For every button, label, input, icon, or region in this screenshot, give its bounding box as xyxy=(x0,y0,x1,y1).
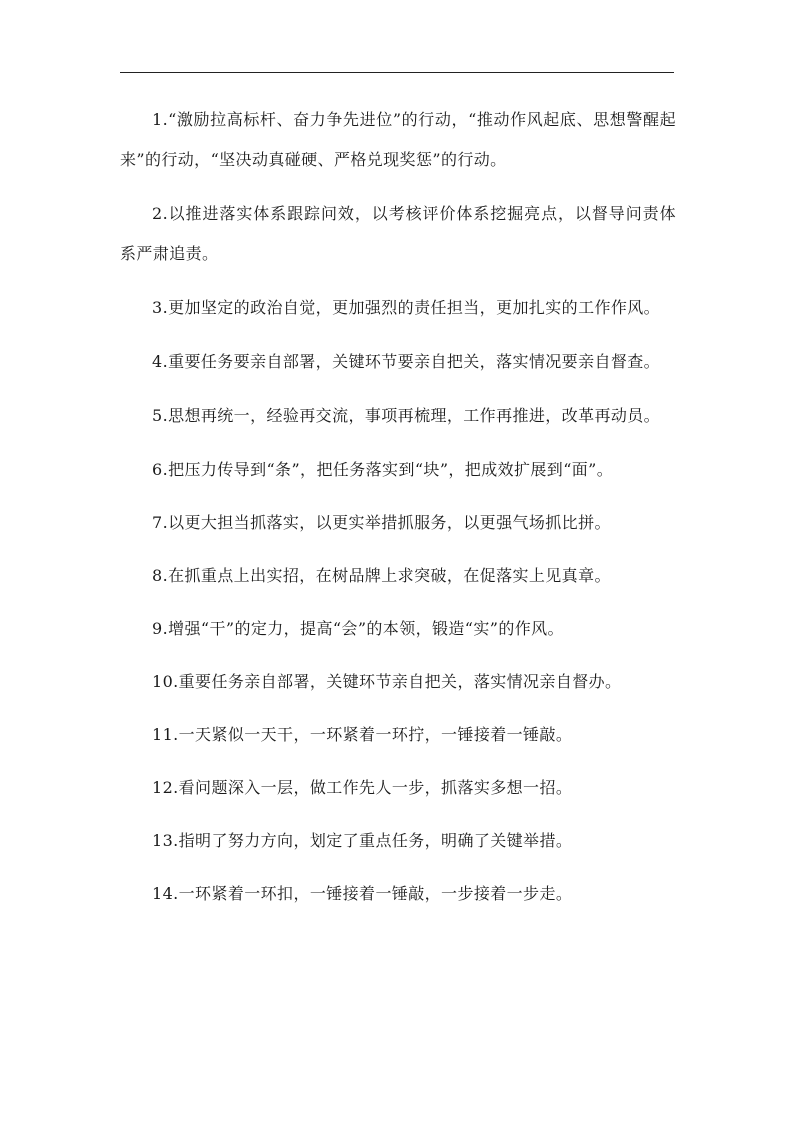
item-text: 以推进落实体系跟踪问效，以考核评价体系挖掘亮点，以督导问责体系严肃追责。 xyxy=(120,204,676,263)
list-item xyxy=(120,342,676,382)
item-number: 2. xyxy=(152,204,169,223)
list-item xyxy=(120,874,676,914)
item-number: 11. xyxy=(152,725,179,744)
item-text: 重要任务要亲自部署，关键环节要亲自把关，落实情况要亲自督查。 xyxy=(168,352,661,371)
document-body xyxy=(120,100,676,927)
item-text: 思想再统一，经验再交流，事项再梳理，工作再推进，改革再动员。 xyxy=(168,406,661,425)
item-number: 10. xyxy=(152,672,179,691)
item-number: 8. xyxy=(152,566,169,585)
list-item xyxy=(120,768,676,808)
item-number: 4. xyxy=(152,352,169,371)
list-item xyxy=(120,450,676,490)
list-item xyxy=(120,662,676,702)
list-item xyxy=(120,821,676,861)
list-item xyxy=(120,100,676,180)
item-number: 12. xyxy=(152,778,179,797)
item-number: 3. xyxy=(152,298,169,317)
item-number: 6. xyxy=(152,460,169,479)
item-text: 指明了努力方向，划定了重点任务，明确了关键举措。 xyxy=(178,831,573,850)
item-number: 9. xyxy=(152,619,169,638)
item-number: 5. xyxy=(152,406,169,425)
item-number: 13. xyxy=(152,831,179,850)
item-number: 1. xyxy=(152,110,169,129)
list-item xyxy=(120,396,676,436)
header-rule xyxy=(120,72,674,73)
item-text: 增强“干”的定力，提高“会”的本领，锻造“实”的作风。 xyxy=(168,619,564,638)
list-item xyxy=(120,194,676,274)
item-text: 看问题深入一层，做工作先人一步，抓落实多想一招。 xyxy=(178,778,573,797)
item-text: 重要任务亲自部署，关键环节亲自把关，落实情况亲自督办。 xyxy=(178,672,622,691)
list-item xyxy=(120,715,676,755)
item-number: 7. xyxy=(152,513,169,532)
item-text: 以更大担当抓落实，以更实举措抓服务，以更强气场抓比拼。 xyxy=(168,513,611,532)
item-text: 把压力传导到“条”，把任务落实到“块”，把成效扩展到“面”。 xyxy=(168,460,614,479)
list-item xyxy=(120,503,676,543)
list-item xyxy=(120,288,676,328)
item-text: “激励拉高标杆、奋力争先进位”的行动，“推动作风起底、思想警醒起来”的行动，“坚决动真碰硬、严格兑现奖惩”的行动。 xyxy=(120,110,676,169)
item-number: 14. xyxy=(152,884,179,903)
item-text: 一天紧似一天干，一环紧着一环拧，一锤接着一锤敲。 xyxy=(178,725,573,744)
item-text: 在抓重点上出实招，在树品牌上求突破，在促落实上见真章。 xyxy=(168,566,611,585)
item-text: 更加坚定的政治自觉，更加强烈的责任担当，更加扎实的工作作风。 xyxy=(168,298,661,317)
list-item xyxy=(120,556,676,596)
item-text: 一环紧着一环扣，一锤接着一锤敲，一步接着一步走。 xyxy=(178,884,573,903)
list-item xyxy=(120,609,676,649)
